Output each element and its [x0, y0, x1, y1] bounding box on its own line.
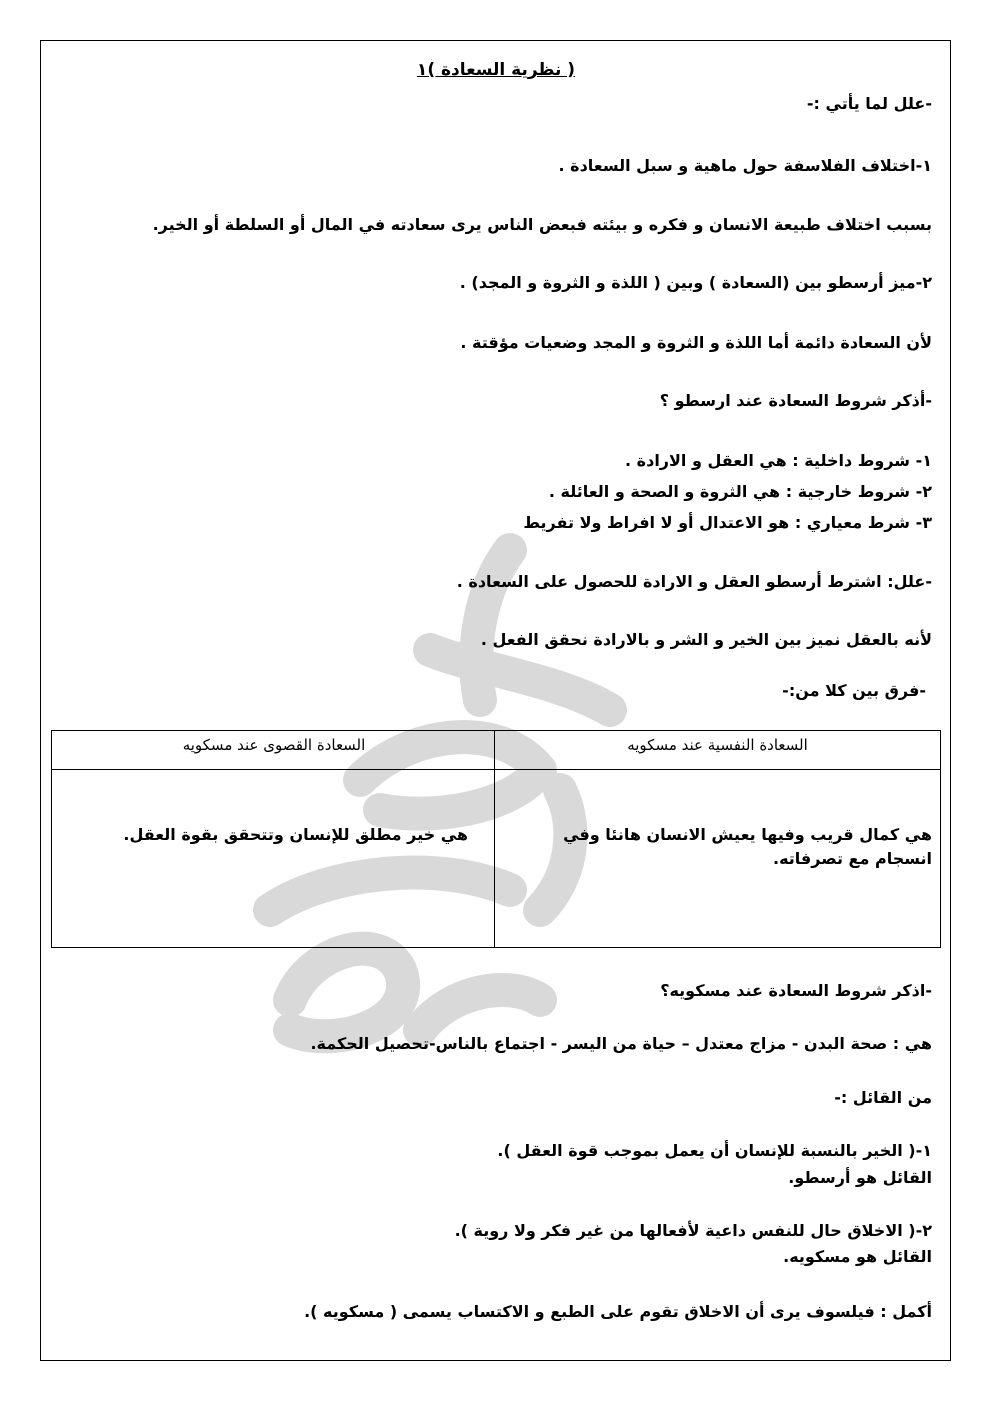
answer-line: بسبب اختلاف طبيعة الانسان و فكره و بيئته فبعض الناس يرى سعادته في المال أو السلطة أو الخير. [152, 215, 932, 234]
answer-line: القائل هو مسكويه. [783, 1247, 932, 1266]
answer-line: القائل هو أرسطو. [788, 1168, 932, 1187]
list-item: ٣- شرط معياري : هو الاعتدال أو لا افراط ولا تفريط [523, 513, 932, 532]
completion-line: أكمل : فيلسوف يرى أن الاخلاق تقوم على الطبع و الاكتساب يسمى ( مسكويه ). [304, 1302, 932, 1321]
question-line: ٢-ميز أرسطو بين (السعادة ) وبين ( اللذة و الثروة و المجد) . [459, 273, 932, 292]
list-item: ١- شروط داخلية : هي العقل و الارادة . [625, 451, 932, 470]
table-header: السعادة القصوى عند مسكويه [52, 731, 496, 770]
table-column-ultimate [52, 731, 496, 947]
question-heading: -فرق بين كلا من:- [782, 681, 926, 700]
table-header: السعادة النفسية عند مسكويه [495, 731, 940, 770]
answer-line: لأنه بالعقل نميز بين الخير و الشر و بالارادة نحقق الفعل . [480, 630, 932, 649]
question-line: ١-اختلاف الفلاسفة حول ماهية و سبل السعادة . [558, 156, 932, 175]
question-heading: -علل لما يأتي :- [806, 94, 932, 113]
question-heading: من القائل :- [834, 1088, 932, 1107]
table-cell: هي كمال قريب وفيها يعيش الانسان هانئا وفي انسجام مع تصرفاته. [563, 825, 932, 868]
answer-line: هي : صحة البدن - مزاج معتدل – حياة من اليسر - اجتماع بالناس-تحصيل الحكمة. [310, 1034, 932, 1053]
page-title: ( نظرية السعادة )١ [416, 60, 576, 80]
question-heading: -اذكر شروط السعادة عند مسكويه؟ [660, 981, 932, 1000]
table-cell: هي خير مطلق للإنسان وتتحقق بقوة العقل. [123, 825, 468, 844]
table-column-psychological [494, 731, 940, 947]
list-item: ٢- شروط خارجية : هي الثروة و الصحة و العائلة . [548, 482, 932, 501]
answer-line: لأن السعادة دائمة أما اللذة و الثروة و المجد وضعيات مؤقتة . [460, 333, 932, 352]
comparison-table [51, 730, 941, 948]
question-heading: -علل: اشترط أرسطو العقل و الارادة للحصول على السعادة . [456, 572, 932, 591]
question-heading: -أذكر شروط السعادة عند ارسطو ؟ [659, 391, 932, 410]
quote-line: ١-( الخير بالنسبة للإنسان أن يعمل بموجب قوة العقل ). [497, 1141, 932, 1160]
quote-line: ٢-( الاخلاق حال للنفس داعية لأفعالها من غير فكر ولا روية ). [454, 1221, 932, 1240]
